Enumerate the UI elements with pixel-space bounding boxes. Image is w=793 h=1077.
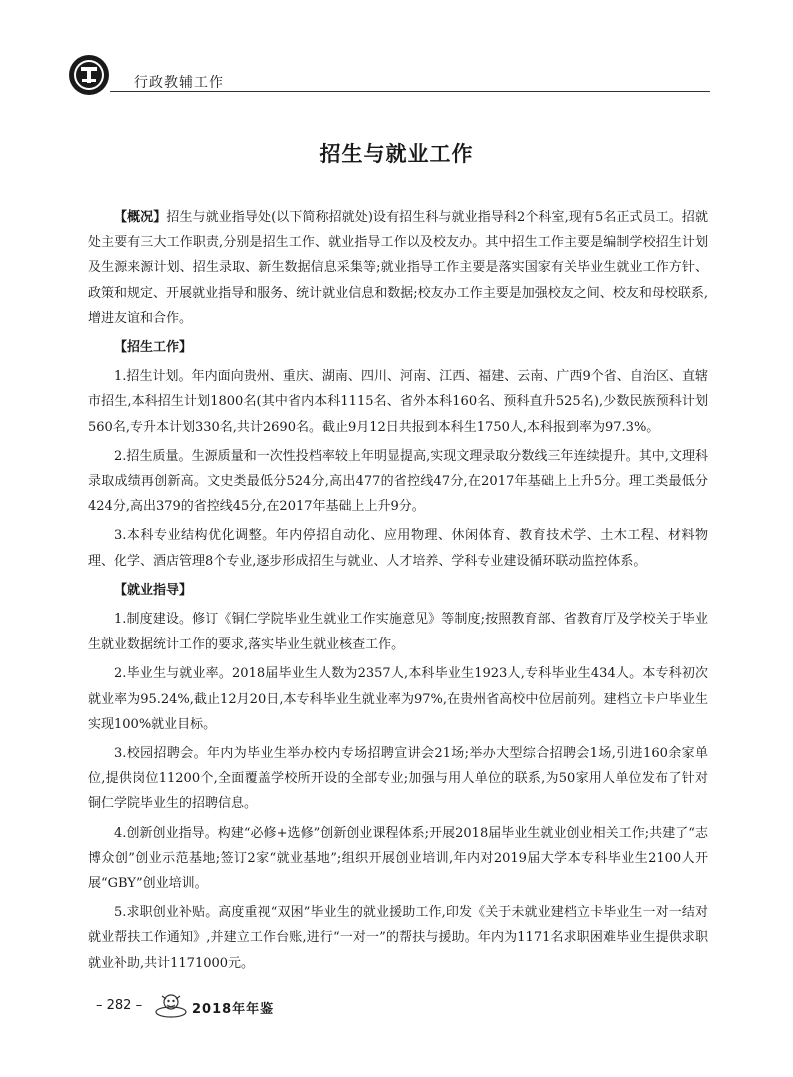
overview-paragraph <box>88 205 708 331</box>
employment-item: 4.创新创业指导。构建“必修+选修”创新创业课程体系;开展2018届毕业生就业创业相关工作;共建了“志博众创”创业示范基地;签订2家“就业基地”;组织开展创业培训,年内对2019届大学本专科毕业生2100人开展“GBY”创业培训。 <box>88 825 708 892</box>
page-header <box>68 54 710 98</box>
employment-item: 2.毕业生与就业率。2018届毕业生人数为2357人,本科毕业生1923人,专科毕业生434人。本专科初次就业率为95.24%,截止12月20日,本专科毕业生就业率为97%,在贵州省高校中位居前列。建档立卡户毕业生实现100%就业目标。 <box>88 666 708 732</box>
admissions-item: 3.本科专业结构优化调整。年内停招自动化、应用物理、休闲体育、教育技术学、土木工程、材料物理、化学、酒店管理8个专业,逐步形成招生与就业、人才培养、学科专业建设循环联动监控体系。 <box>88 528 708 569</box>
admissions-item: 1.招生计划。年内面向贵州、重庆、湖南、四川、河南、江西、福建、云南、广西9个省、自治区、直辖市招生,本科招生计划1800名(其中省内本科1115名、省外本科160名、预科直升525名),少数民族预科计划560名,专升本计划330名,共计2690名。截止9月12日共报到本科生1750人,本科报到率为97.3%。 <box>88 369 708 435</box>
yearbook-label: 2018年年鉴 <box>192 1002 275 1017</box>
university-seal-icon <box>68 54 110 96</box>
overview-label: 【概况】 <box>114 210 167 225</box>
employment-item: 3.校园招聘会。年内为毕业生举办校内专场招聘宣讲会21场;举办大型综合招聘会1场,引进160余家单位,提供岗位11200个,全面覆盖学校所开设的全部专业;加强与用人单位的联系,为50家用人单位发布了针对铜仁学院毕业生的招聘信息。 <box>88 746 708 812</box>
article-body <box>88 205 708 980</box>
page-footer <box>96 992 396 1022</box>
admissions-item: 2.招生质量。生源质量和一次性投档率较上年明显提高,实现文理录取分数线三年连续提升。其中,文理科录取成绩再创新高。文史类最低分524分,高出477的省控线47分,在2017年基础上上升5分。理工类最低分424分,高出379的省控线45分,在2017年基础上上升9分。 <box>88 448 708 515</box>
page-title: 招生与就业工作 <box>319 142 474 166</box>
employment-item: 5.求职创业补贴。高度重视“双困”毕业生的就业援助工作,印发《关于未就业建档立卡毕业生一对一结对就业帮扶工作通知》,并建立工作台账,进行“一对一”的帮扶与援助。年内为1171名求职困难毕业生提供求职就业补助,共计1171000元。 <box>88 905 708 971</box>
admissions-label: 【招生工作】 <box>114 340 193 356</box>
admissions-heading <box>88 335 708 360</box>
employment-item: 1.制度建设。修订《铜仁学院毕业生就业工作实施意见》等制度;按照教育部、省教育厅及学校关于毕业生就业数据统计工作的要求,落实毕业生就业核查工作。 <box>88 612 708 653</box>
overview-text: 招生与就业指导处(以下简称招就处)设有招生科与就业指导科2个科室,现有5名正式员工。招就处主要有三大工作职责,分别是招生工作、就业指导工作以及校友办。其中招生工作主要是编制学校招生计划及生源来源计划、招生录取、新生数据信息采集等;就业指导工作主要是落实国家有关毕业生就业工作方针、政策和规定、开展就业指导和服务、统计就业信息和数据;校友办工作主要是加强校友之间、校友和母校联系,增进友谊和合作。 <box>88 210 708 326</box>
section-title: 行政教辅工作 <box>134 75 224 91</box>
employment-heading <box>88 578 708 603</box>
page-number: – 282 – <box>96 998 143 1013</box>
mascot-icon <box>154 992 188 1018</box>
employment-label: 【就业指导】 <box>114 582 193 598</box>
